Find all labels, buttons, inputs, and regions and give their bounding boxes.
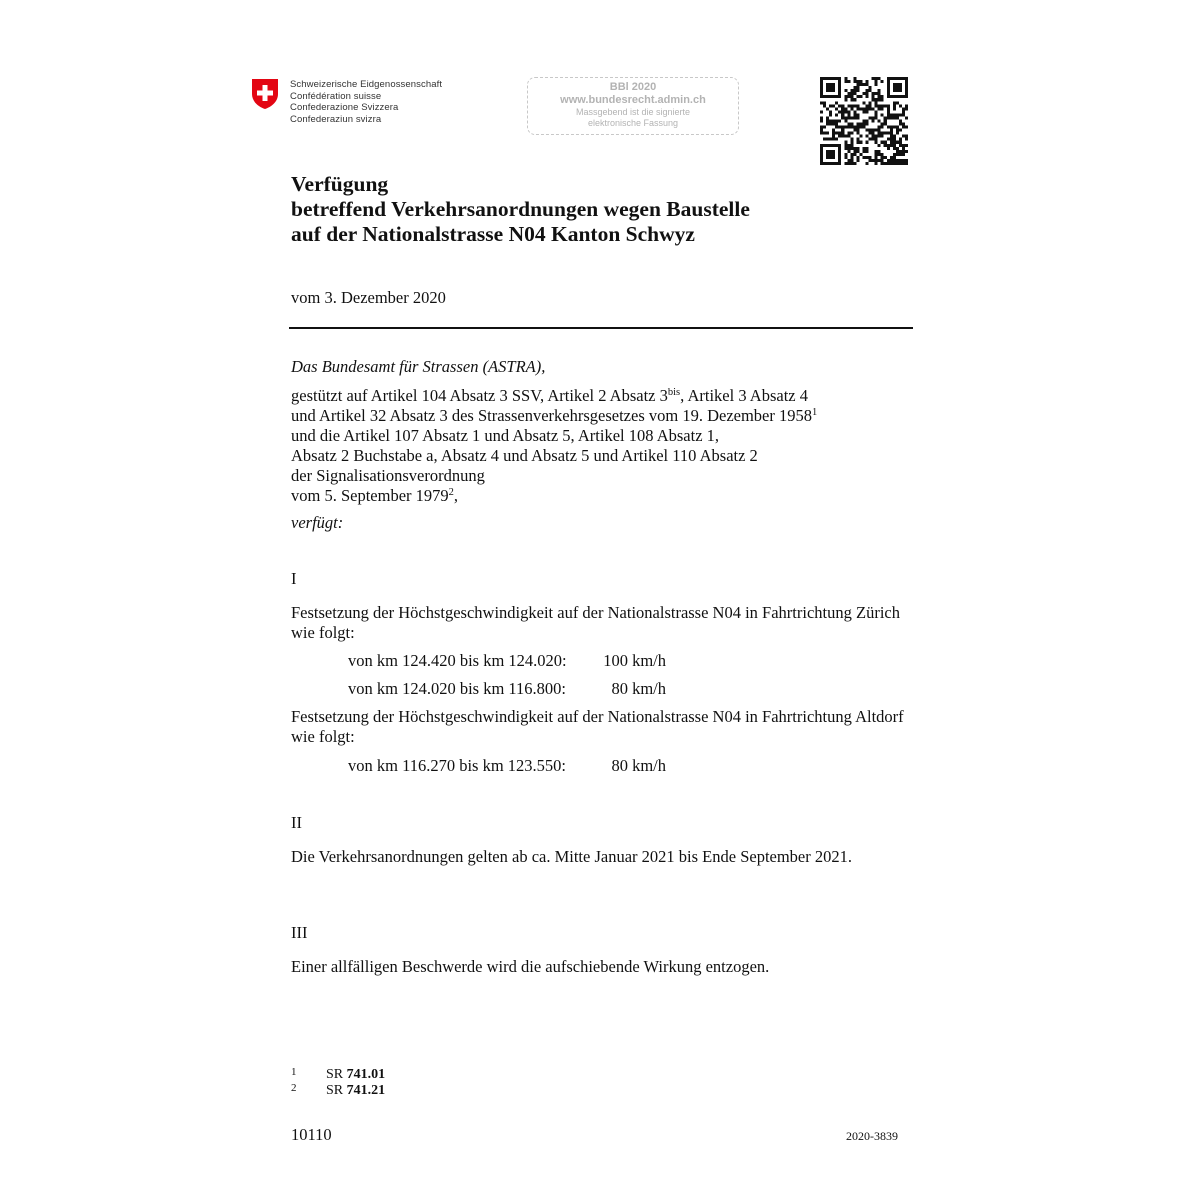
stamp-note-1: Massgebend ist die signierte [575,107,691,117]
stamp-url: www.bundesrecht.admin.ch [560,94,706,106]
title-divider [289,327,913,329]
footnote-1: 1 SR 741.01 [291,1066,386,1082]
legal-basis [291,386,911,506]
stamp-bbl: BBl 2020 [609,81,657,93]
decree-verb: verfügt: [291,513,344,532]
speed-limit-row [348,679,666,699]
confed-line-rm: Confederaziun svizra [290,113,382,125]
issuing-authority: Das Bundesamt für Strassen (ASTRA), [291,357,546,376]
section-2-text: Die Verkehrsanordnungen gelten ab ca. Mitte Januar 2021 bis Ende September 2021. [291,847,852,866]
section-heading-3: III [291,923,308,942]
qr-code-icon [820,77,908,165]
footnote-ref-2: 2 [448,487,454,498]
section-heading-2: II [291,813,302,832]
document-title [291,172,750,247]
section-heading-1: I [291,569,297,588]
section-1-paragraph-1: Festsetzung der Höchstgeschwindigkeit auf der Nationalstrasse N04 in Fahrtrichtung Zürich wie folgt: [291,603,900,642]
speed-limit-row [348,651,666,671]
km-range: von km 124.420 bis km 124.020: [348,651,567,670]
swiss-coat-of-arms-icon [251,78,279,110]
legal-basis-line-1: gestützt auf Artikel 104 Absatz 3 SSV, Artikel 2 Absatz $3^{bis}$, Artikel 3 Absatz 4 [291,386,808,405]
document-number: 2020-3839 [846,1129,898,1143]
footnote-number: 1 [291,1066,297,1078]
footnote-ref: 741.21 [346,1083,386,1098]
title-line-2: betreffend Verkehrsanordnungen wegen Baustelle [291,197,750,221]
page-number: 10110 [291,1125,332,1144]
confederation-names [290,79,442,125]
speed-value: 80 km/h [611,756,666,775]
title-line-3: auf der Nationalstrasse N04 Kanton Schwyz [291,222,695,246]
legal-basis-line-6: vom 5. September 1979$^2$, [291,486,459,505]
superscript-bis: bis [667,387,681,398]
km-range: von km 124.020 bis km 116.800: [348,679,567,698]
speed-limit-row [348,756,666,776]
confed-line-de: Schweizerische Eidgenossenschaft [290,79,443,90]
footnote-ref-1: 1 [812,407,818,418]
legal-basis-line-5: der Signalisationsverordnung [291,466,485,485]
footnote-ref: 741.01 [346,1067,386,1082]
document-date: vom 3. Dezember 2020 [291,288,446,307]
confed-line-it: Confederazione Svizzera [290,102,399,113]
footnote-2: 2 SR 741.21 [291,1082,386,1098]
title-line-1: Verfügung [291,172,389,196]
footnote-number: 2 [291,1082,297,1094]
section-3-text: Einer allfälligen Beschwerde wird die aufschiebende Wirkung entzogen. [291,957,770,976]
legal-basis-line-4: Absatz 2 Buchstabe a, Absatz 4 und Absatz 5 und Artikel 110 Absatz 2 [291,446,758,465]
speed-value: 100 km/h [603,651,666,670]
legal-basis-line-3: und die Artikel 107 Absatz 1 und Absatz 5, Artikel 108 Absatz 1, [291,426,720,445]
legal-basis-line-2: und Artikel 32 Absatz 3 des Strassenverkehrsgesetzes vom 19. Dezember 1958$^1$ [291,406,818,425]
km-range: von km 116.270 bis km 123.550: [348,756,567,775]
confed-line-fr: Confédération suisse [290,90,382,102]
stamp-note-2: elektronische Fassung [587,118,679,128]
publication-stamp [527,77,739,135]
speed-value: 80 km/h [611,679,666,698]
section-1-paragraph-2: Festsetzung der Höchstgeschwindigkeit auf der Nationalstrasse N04 in Fahrtrichtung Altdorf wie folgt: [291,707,904,746]
